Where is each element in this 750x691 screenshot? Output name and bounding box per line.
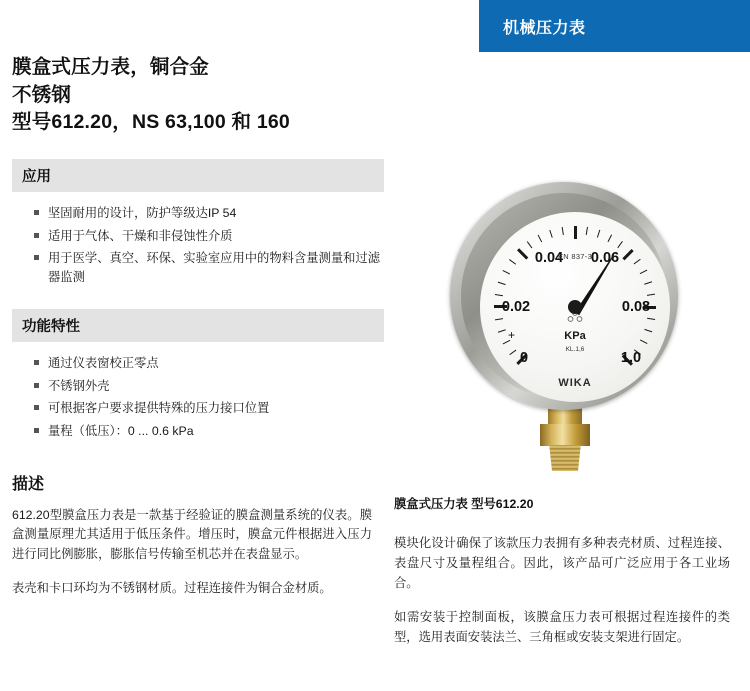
gauge-tick: [622, 249, 633, 260]
gauge-bezel: [450, 182, 678, 410]
zero-adjust-icon: +: [508, 328, 516, 342]
gauge-number: 0: [519, 350, 529, 366]
gauge-accuracy-class-label: KL.1,6: [565, 346, 585, 353]
gauge-bezel-inner: [461, 193, 667, 399]
gauge-unit-label: KPa: [564, 330, 586, 342]
gauge-dial-face: [480, 212, 670, 402]
gauge-tick-minor: [503, 270, 511, 275]
gauge-needle-hub: [568, 300, 582, 314]
gauge-number: 0.02: [501, 299, 531, 315]
gauge-tick-minor: [640, 270, 648, 275]
gauge-tick-minor: [495, 318, 503, 321]
list-item: 不锈钢外壳: [34, 377, 384, 396]
gauge-tick-minor: [597, 230, 601, 238]
section-heading-description-label: 描述: [12, 475, 45, 493]
applications-list: [12, 204, 384, 287]
gauge-number: 1.0: [620, 350, 642, 366]
gauge-tick-minor: [509, 349, 516, 355]
product-figure: [394, 62, 738, 511]
gauge-dial: [480, 212, 670, 402]
page-title-line-2: 不锈钢: [12, 83, 72, 106]
pressure-gauge-image: [450, 182, 680, 482]
gauge-tick-minor: [647, 318, 655, 321]
page-title: [12, 54, 384, 137]
gauge-tick-minor: [608, 235, 613, 243]
page-title-line-1: 膜盒式压力表，铜合金: [12, 56, 210, 78]
gauge-tick-minor: [498, 329, 506, 333]
gauge-tick-minor: [527, 241, 533, 248]
gauge-standard-label: EN 837-3: [557, 252, 593, 261]
list-item: 量程（低压）：0 ... 0.6 kPa: [34, 422, 384, 441]
gauge-tick: [517, 249, 528, 260]
gauge-tick-minor: [644, 329, 652, 333]
gauge-number: 0.08: [621, 299, 651, 315]
gauge-number: 0.06: [590, 250, 620, 266]
gauge-tick-minor: [495, 294, 503, 297]
gauge-tick-minor: [586, 227, 589, 235]
gauge-tick-minor: [562, 227, 565, 235]
list-item: 坚固耐用的设计，防护等级达IP 54: [34, 204, 384, 223]
list-item: 用于医学、真空、环保、实验室应用中的物料含量测量和过滤器监测: [34, 249, 384, 286]
page-title-line-3: 型号612.20，NS 63,100 和 160: [12, 111, 290, 134]
section-heading-features-label: 功能特性: [22, 318, 80, 335]
section-heading-applications-label: 应用: [22, 169, 51, 186]
gauge-tick-minor: [538, 235, 543, 243]
right-text-block: [394, 534, 734, 662]
gauge-tick: [574, 226, 577, 239]
gauge-tick-minor: [498, 281, 506, 285]
header-badge: [479, 0, 750, 52]
list-item: 通过仪表窗校正零点: [34, 354, 384, 373]
brass-hex-nut: [540, 424, 590, 446]
features-list: [12, 354, 384, 441]
gauge-tick-minor: [549, 230, 553, 238]
brand-label: WIKA: [558, 377, 592, 389]
right-paragraph: 模块化设计确保了该款压力表拥有多种表壳材质、过程连接、表盘尺寸及量程组合。因此，该产品可广泛应用于各工业场合。: [394, 536, 730, 590]
left-column: [12, 54, 384, 613]
gauge-tick-minor: [634, 259, 641, 265]
gauge-tick-minor: [509, 259, 516, 265]
description-paragraph: 表壳和卡口环均为不锈钢材质。过程连接件为铜合金材质。: [12, 581, 332, 596]
gauge-tick-minor: [644, 281, 652, 285]
gauge-tick-minor: [640, 340, 648, 345]
section-heading-features: [12, 309, 384, 342]
gauge-tick-minor: [647, 294, 655, 297]
brass-thread: [547, 445, 583, 471]
gauge-tick-minor: [617, 241, 623, 248]
list-item: 适用于气体、干燥和非侵蚀性介质: [34, 227, 384, 246]
right-column: [394, 62, 738, 644]
list-item: 可根据客户要求提供特殊的压力接口位置: [34, 399, 384, 418]
section-heading-description: [12, 471, 384, 494]
gauge-number: 0.04: [534, 250, 564, 266]
right-paragraph: 如需安装于控制面板，该膜盒压力表可根据过程连接件的类型，选用表面安装法兰、三角框或安装支架进行固定。: [394, 609, 730, 644]
header-badge-label: 机械压力表: [503, 19, 586, 37]
figure-caption: 膜盒式压力表 型号612.20: [394, 497, 534, 511]
section-heading-applications: [12, 159, 384, 192]
description-paragraph: 612.20型膜盒压力表是一款基于经验证的膜盒测量系统的仪表。膜盒测量原理尤其适用于低压条件。增压时，膜盒元件根据进入压力进行同比例膨胀，膨胀信号传输至机芯并在表盘显示。: [12, 507, 372, 562]
